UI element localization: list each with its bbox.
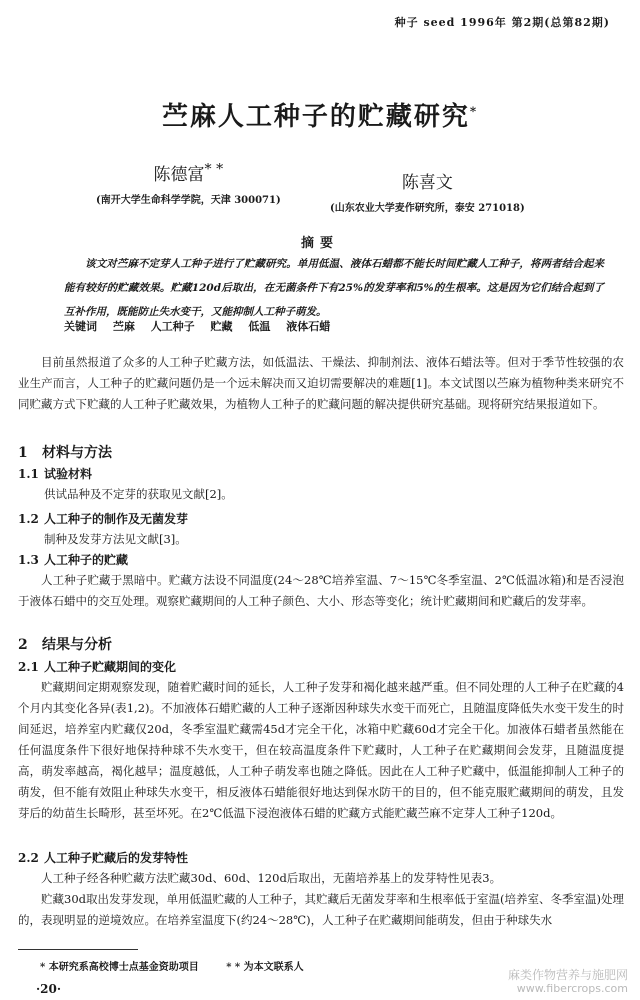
abstract-text: 该文对苎麻不定芽人工种子进行了贮藏研究。单用低温、液体石蜡都不能长时间贮藏人工种子，将两者结合起来能有较好的贮藏效果。贮藏120d后取出，在无菌条件下有25%的发芽率和5%的生根率。这是因为它们结合起到了互补作用，既能防止失水变干，又能抑制人工种子萌发。 [64, 258, 604, 318]
page-number: ·20· [36, 982, 62, 996]
author-2 [330, 168, 525, 214]
watermark-line-2: www.fibercrops.com [516, 982, 628, 995]
section-title: 人工种子贮藏后的发芽特性 [44, 851, 189, 865]
author-1-mark: * * [204, 161, 224, 178]
running-header: 种子 seed 1996年 第2期(总第82期) [394, 16, 610, 29]
author-2-affiliation: (山东农业大学麦作研究所，泰安 271018) [330, 203, 525, 214]
section-number: 1 [18, 445, 28, 461]
keyword-item: 液体石蜡 [286, 320, 331, 333]
section-title: 人工种子的制作及无菌发芽 [44, 512, 189, 526]
author-2-name: 陈喜文 [401, 173, 453, 193]
section-1-3-text: 人工种子贮藏于黑暗中。贮藏方法设不同温度(24～28℃培养室温、7～15℃冬季室温、2℃低温冰箱)和是否浸泡于液体石蜡中的交互处理。观察贮藏期间的人工种子颜色、大小、形态等变化；统计贮藏期间和贮藏后的发芽率。 [18, 573, 624, 608]
section-2-2-text-1: 人工种子经各种贮藏方法贮藏30d、60d、120d后取出，无菌培养基上的发芽特性见表3。 [41, 871, 502, 885]
section-title: 结果与分析 [42, 637, 112, 653]
section-2-1-text: 贮藏期间定期观察发现，随着贮藏时间的延长，人工种子发芽和褐化越来越严重。但不同处理的人工种子在贮藏的4个月内其变化各异(表1,2)。不加液体石蜡贮藏的人工种子逐渐因种球失水变干而死亡，且随温度降低失水变干发生的时间延迟，培养室内贮藏仅20d，冬季室温贮藏需45d才完全干化，冰箱中贮藏60d才完全干化。加液体石蜡者虽然能在任何温度条件下很好地保持种球不失水变干，但在较高温度条件下贮藏时，人工种子在贮藏期间会发芽，且随温度提高，萌发率越高，褐化越早；温度越低，人工种子萌发率也随之降低。因此在人工种子贮藏中，低温能抑制人工种子的萌发，但不能有效阻止种球失水变干，相反液体石蜡能很好地达到保水防干的目的，但不能克服贮藏期间的萌发，且发芽后的幼苗生长畸形，甚至坏死。在2℃低温下浸泡液体石蜡的贮藏方式能贮藏苎麻不定芽人工种子120d。 [18, 680, 624, 820]
section-1-3-heading [18, 551, 128, 568]
section-title: 材料与方法 [42, 445, 112, 461]
footnote-funding: * 本研究系高校博士点基金资助项目 [40, 962, 199, 973]
section-number: 2 [18, 637, 28, 653]
section-title: 人工种子贮藏期间的变化 [44, 660, 177, 674]
paper-title-text: 苎麻人工种子的贮藏研究 [161, 102, 470, 132]
abstract-heading: 摘要 [300, 236, 339, 251]
section-number: 1.2 [18, 512, 39, 526]
watermark [508, 968, 628, 996]
section-title: 人工种子的贮藏 [44, 553, 129, 567]
footnote-divider [18, 949, 138, 950]
section-1-1-heading [18, 465, 92, 482]
section-number: 1.1 [18, 467, 39, 481]
keywords [64, 318, 604, 334]
section-2-2-text-2: 贮藏30d取出发芽发现，单用低温贮藏的人工种子，其贮藏后无菌发芽率和生根率低于室温(培养室、冬季室温)处理的，表现明显的逆境效应。在培养室温度下(约24～28℃)，人工种子在贮藏期间能萌发，但由于种球失水 [18, 892, 624, 927]
intro-paragraph: 目前虽然报道了众多的人工种子贮藏方法，如低温法、干燥法、抑制剂法、液体石蜡法等。但对于季节性较强的农业生产而言，人工种子的贮藏问题仍是一个远未解决而又迫切需要解决的难题[1]。本文试图以苎麻为植物种类来研究不同贮藏方式下贮藏的人工种子贮藏效果，为植物人工种子的贮藏问题的解决提供研究基础。现将研究结果报道如下。 [18, 355, 624, 411]
section-1-2-text: 制种及发芽方法见文献[3]。 [44, 532, 187, 546]
section-number: 2.1 [18, 660, 39, 674]
keyword-item: 低温 [248, 320, 271, 333]
section-title: 试验材料 [44, 467, 93, 481]
author-1-name: 陈德富 [153, 165, 205, 185]
section-number: 2.2 [18, 851, 39, 865]
title-footnote-mark: * [469, 104, 479, 119]
keyword-item: 苎麻 [112, 320, 135, 333]
footnotes [40, 958, 328, 973]
section-number: 1.3 [18, 553, 39, 567]
watermark-line-1: 麻类作物营养与施肥网 [507, 968, 628, 982]
paper-title [0, 96, 640, 133]
section-2-1-heading [18, 658, 176, 675]
keywords-label: 关键词 [64, 320, 97, 333]
author-1 [96, 160, 281, 206]
keyword-item: 贮藏 [210, 320, 233, 333]
keyword-item: 人工种子 [150, 320, 195, 333]
author-1-affiliation: (南开大学生命科学学院，天津 300071) [96, 195, 281, 206]
section-2-heading [18, 634, 112, 654]
section-1-1-text: 供试品种及不定芽的获取见文献[2]。 [44, 487, 233, 501]
footnote-contact: * * 为本文联系人 [226, 962, 304, 973]
section-1-2-heading [18, 510, 188, 527]
section-1-heading [18, 442, 112, 462]
section-2-2-heading [18, 849, 188, 866]
